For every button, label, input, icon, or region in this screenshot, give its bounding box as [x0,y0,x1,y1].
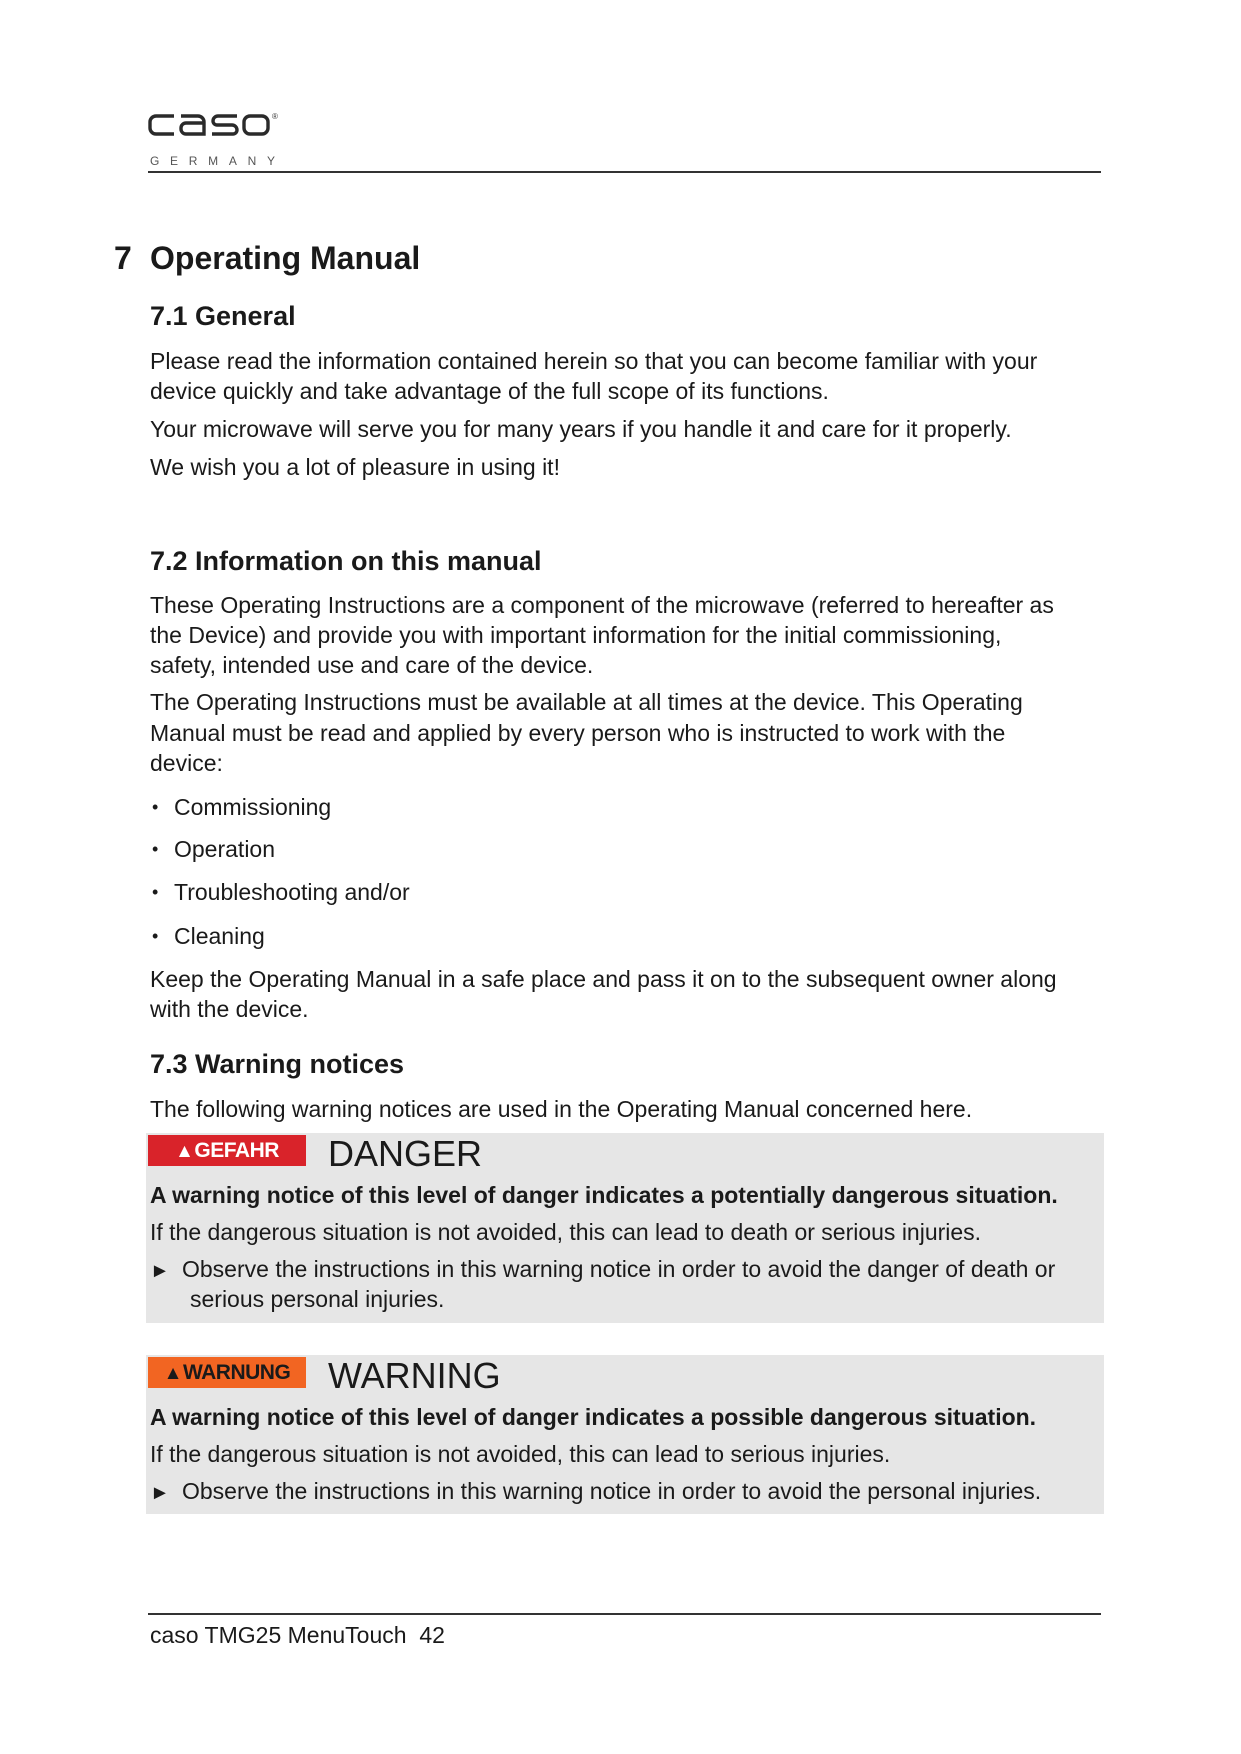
header-divider [148,171,1101,173]
info-para3-line1: Keep the Operating Manual in a safe place and pass it on to the subsequent owner along [150,966,1057,992]
tagline-letter: M [208,154,219,168]
tagline-letter: G [150,154,160,168]
danger-notice [146,1133,1104,1323]
warnings-intro: The following warning notices are used in the Operating Manual concerned here. [150,1096,973,1122]
general-para1-line1: Please read the information contained herein so that you can become familiar with your [150,348,1038,374]
info-para2-line2: Manual must be read and applied by every person who is instructed to work with the [150,720,1006,746]
general-para2: Your microwave will serve you for many years if you handle it and care for it properly. [150,416,1012,442]
warning-triangle-icon: ▲ [175,1141,194,1162]
general-para3: We wish you a lot of pleasure in using it! [150,454,560,480]
arrow-right-icon: ► [150,1260,170,1282]
tagline-letter: E [170,154,179,168]
tagline-letter: N [247,154,257,168]
footer-model: caso TMG25 MenuTouch [150,1622,407,1648]
section-number: 7 [114,240,132,276]
footer-divider [148,1613,1101,1615]
warning-instruction: ► Observe the instructions in this warning notice in order to avoid the personal injuries. [150,1476,1100,1508]
usage-list [150,792,410,951]
danger-lead: A warning notice of this level of danger indicates a potentially dangerous situation. [150,1182,1058,1208]
danger-text: If the dangerous situation is not avoided, this can lead to death or serious injuries. [150,1219,982,1245]
tagline-letter: R [188,154,198,168]
info-para2-line1: The Operating Instructions must be available at all times at the device. This Operating [150,689,1023,715]
warning-title: WARNING [328,1355,501,1396]
info-para2-line3: device: [150,750,223,776]
list-item: • Cleaning [150,921,410,951]
general-para1-line2: device quickly and take advantage of the full scope of its functions. [150,378,829,404]
section-title [114,240,420,277]
warning-triangle-icon: ▲ [163,1363,182,1384]
info-para3-line2: with the device. [150,996,309,1022]
tagline-letter: Y [266,154,275,168]
danger-instruction: ► Observe the instructions in this warning notice in order to avoid the danger of death or [150,1254,1100,1286]
warning-lead: A warning notice of this level of danger indicates a possible dangerous situation. [150,1404,1037,1430]
danger-title: DANGER [328,1133,483,1174]
logo-tagline [150,154,275,168]
list-item: • Troubleshooting and/or [150,877,410,907]
info-para1-line2: the Device) and provide you with important information for the initial commissioning, [150,622,1002,648]
caso-wordmark [148,108,270,138]
list-item: • Operation [150,834,410,864]
warnung-badge: ▲WARNUNG [148,1357,306,1388]
tagline-letter: A [228,154,237,168]
info-para1-line3: safety, intended use and care of the device. [150,652,594,678]
warnings-heading: 7.3 Warning notices [150,1049,405,1079]
list-item: • Commissioning [150,792,410,822]
general-heading: 7.1 General [150,301,296,331]
warning-notice [146,1355,1104,1514]
section-title-text: Operating Manual [150,240,421,276]
gefahr-badge: ▲GEFAHR [148,1135,306,1166]
warning-text: If the dangerous situation is not avoided, this can lead to serious injuries. [150,1441,891,1467]
page-number: 42 [419,1622,445,1648]
page-footer [150,1620,445,1650]
arrow-right-icon: ► [150,1482,170,1504]
info-heading: 7.2 Information on this manual [150,546,542,576]
registered-mark: ® [272,112,278,121]
danger-instruction-cont: serious personal injuries. [190,1286,445,1312]
info-para1-line1: These Operating Instructions are a component of the microwave (referred to hereafter as [150,592,1054,618]
